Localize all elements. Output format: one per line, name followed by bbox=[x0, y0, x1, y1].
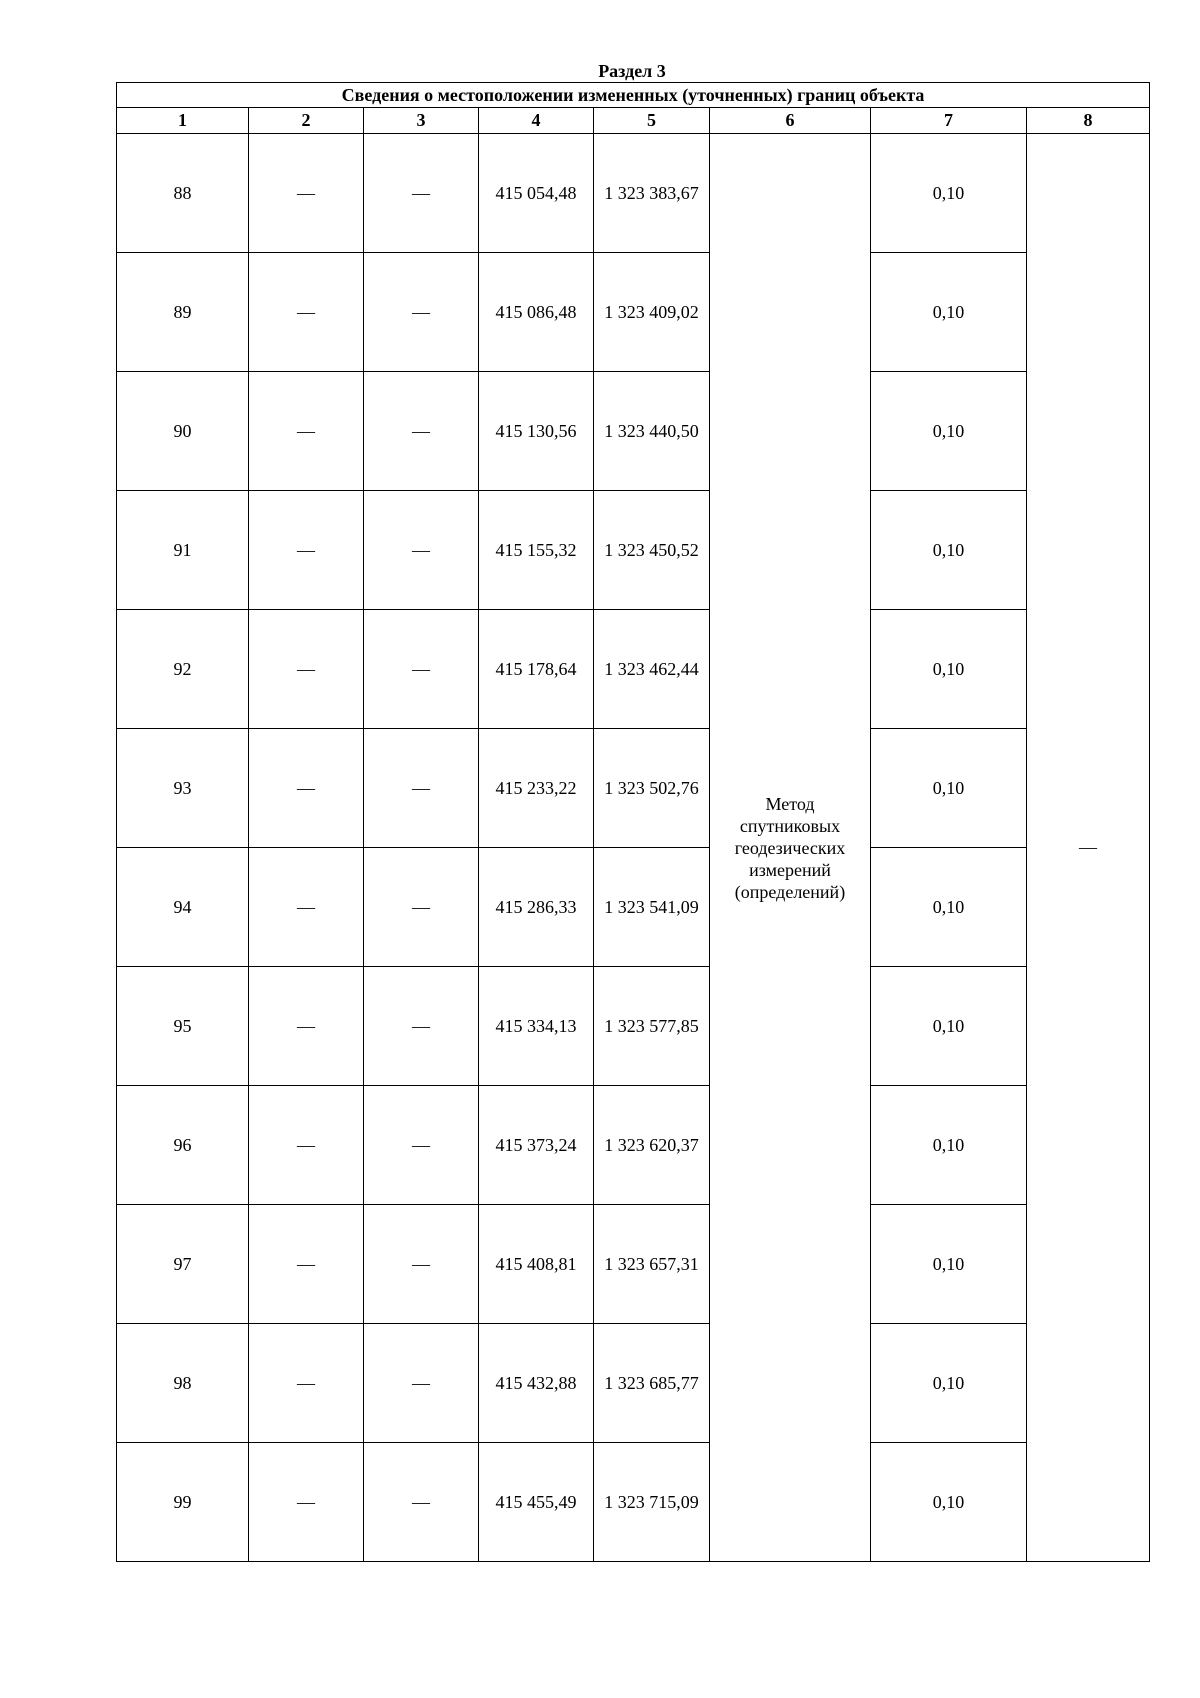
y-coordinate-cell: 1 323 502,76 bbox=[594, 729, 710, 848]
y-coordinate-cell: 1 323 685,77 bbox=[594, 1324, 710, 1443]
y-coordinate-cell: 1 323 440,50 bbox=[594, 372, 710, 491]
column-number: 6 bbox=[710, 108, 871, 134]
table-row bbox=[117, 967, 1150, 1086]
column3-cell: — bbox=[364, 1086, 479, 1205]
table-row bbox=[117, 1086, 1150, 1205]
column2-cell: — bbox=[249, 372, 364, 491]
accuracy-cell: 0,10 bbox=[871, 1324, 1027, 1443]
accuracy-cell: 0,10 bbox=[871, 1443, 1027, 1562]
point-number-cell: 90 bbox=[117, 372, 249, 491]
column8-cell: — bbox=[1027, 134, 1150, 1562]
point-number-cell: 99 bbox=[117, 1443, 249, 1562]
column3-cell: — bbox=[364, 1324, 479, 1443]
point-number-cell: 94 bbox=[117, 848, 249, 967]
point-number-cell: 89 bbox=[117, 253, 249, 372]
column3-cell: — bbox=[364, 253, 479, 372]
column3-cell: — bbox=[364, 491, 479, 610]
table-row bbox=[117, 1324, 1150, 1443]
accuracy-cell: 0,10 bbox=[871, 253, 1027, 372]
point-number-cell: 95 bbox=[117, 967, 249, 1086]
point-number-cell: 96 bbox=[117, 1086, 249, 1205]
boundary-table bbox=[116, 82, 1150, 1562]
x-coordinate-cell: 415 373,24 bbox=[479, 1086, 594, 1205]
x-coordinate-cell: 415 130,56 bbox=[479, 372, 594, 491]
y-coordinate-cell: 1 323 541,09 bbox=[594, 848, 710, 967]
accuracy-cell: 0,10 bbox=[871, 729, 1027, 848]
column2-cell: — bbox=[249, 134, 364, 253]
table-row bbox=[117, 1205, 1150, 1324]
table-row bbox=[117, 1443, 1150, 1562]
accuracy-cell: 0,10 bbox=[871, 967, 1027, 1086]
x-coordinate-cell: 415 432,88 bbox=[479, 1324, 594, 1443]
accuracy-cell: 0,10 bbox=[871, 491, 1027, 610]
point-number-cell: 91 bbox=[117, 491, 249, 610]
column-number: 4 bbox=[479, 108, 594, 134]
table-row bbox=[117, 729, 1150, 848]
x-coordinate-cell: 415 286,33 bbox=[479, 848, 594, 967]
column3-cell: — bbox=[364, 1205, 479, 1324]
point-number-cell: 93 bbox=[117, 729, 249, 848]
x-coordinate-cell: 415 054,48 bbox=[479, 134, 594, 253]
column-number-row bbox=[117, 108, 1150, 134]
table-row bbox=[117, 848, 1150, 967]
y-coordinate-cell: 1 323 577,85 bbox=[594, 967, 710, 1086]
point-number-cell: 98 bbox=[117, 1324, 249, 1443]
column2-cell: — bbox=[249, 1205, 364, 1324]
column3-cell: — bbox=[364, 848, 479, 967]
table-caption: Сведения о местоположении измененных (уточненных) границ объекта bbox=[117, 83, 1150, 108]
y-coordinate-cell: 1 323 715,09 bbox=[594, 1443, 710, 1562]
x-coordinate-cell: 415 178,64 bbox=[479, 610, 594, 729]
point-number-cell: 92 bbox=[117, 610, 249, 729]
column2-cell: — bbox=[249, 491, 364, 610]
column-number: 5 bbox=[594, 108, 710, 134]
column2-cell: — bbox=[249, 967, 364, 1086]
y-coordinate-cell: 1 323 620,37 bbox=[594, 1086, 710, 1205]
y-coordinate-cell: 1 323 462,44 bbox=[594, 610, 710, 729]
point-number-cell: 97 bbox=[117, 1205, 249, 1324]
column2-cell: — bbox=[249, 729, 364, 848]
table-caption-row bbox=[117, 83, 1150, 108]
column2-cell: — bbox=[249, 610, 364, 729]
column2-cell: — bbox=[249, 848, 364, 967]
column3-cell: — bbox=[364, 729, 479, 848]
method-cell: Метод спутниковых геодезических измерений (определений) bbox=[710, 134, 871, 1562]
accuracy-cell: 0,10 bbox=[871, 134, 1027, 253]
point-number-cell: 88 bbox=[117, 134, 249, 253]
x-coordinate-cell: 415 408,81 bbox=[479, 1205, 594, 1324]
column2-cell: — bbox=[249, 253, 364, 372]
table-row bbox=[117, 491, 1150, 610]
section-title: Раздел 3 bbox=[598, 61, 666, 81]
accuracy-cell: 0,10 bbox=[871, 610, 1027, 729]
column2-cell: — bbox=[249, 1086, 364, 1205]
accuracy-cell: 0,10 bbox=[871, 1205, 1027, 1324]
y-coordinate-cell: 1 323 383,67 bbox=[594, 134, 710, 253]
accuracy-cell: 0,10 bbox=[871, 1086, 1027, 1205]
column3-cell: — bbox=[364, 1443, 479, 1562]
table-row bbox=[117, 372, 1150, 491]
table-row bbox=[117, 253, 1150, 372]
column3-cell: — bbox=[364, 372, 479, 491]
column2-cell: — bbox=[249, 1443, 364, 1562]
column-number: 3 bbox=[364, 108, 479, 134]
accuracy-cell: 0,10 bbox=[871, 372, 1027, 491]
x-coordinate-cell: 415 086,48 bbox=[479, 253, 594, 372]
column-number: 8 bbox=[1027, 108, 1150, 134]
column-number: 1 bbox=[117, 108, 249, 134]
y-coordinate-cell: 1 323 450,52 bbox=[594, 491, 710, 610]
column3-cell: — bbox=[364, 967, 479, 1086]
x-coordinate-cell: 415 233,22 bbox=[479, 729, 594, 848]
column3-cell: — bbox=[364, 134, 479, 253]
x-coordinate-cell: 415 455,49 bbox=[479, 1443, 594, 1562]
table-row bbox=[117, 610, 1150, 729]
column-number: 2 bbox=[249, 108, 364, 134]
x-coordinate-cell: 415 334,13 bbox=[479, 967, 594, 1086]
table-row bbox=[117, 134, 1150, 253]
column2-cell: — bbox=[249, 1324, 364, 1443]
accuracy-cell: 0,10 bbox=[871, 848, 1027, 967]
x-coordinate-cell: 415 155,32 bbox=[479, 491, 594, 610]
column-number: 7 bbox=[871, 108, 1027, 134]
y-coordinate-cell: 1 323 409,02 bbox=[594, 253, 710, 372]
y-coordinate-cell: 1 323 657,31 bbox=[594, 1205, 710, 1324]
column3-cell: — bbox=[364, 610, 479, 729]
